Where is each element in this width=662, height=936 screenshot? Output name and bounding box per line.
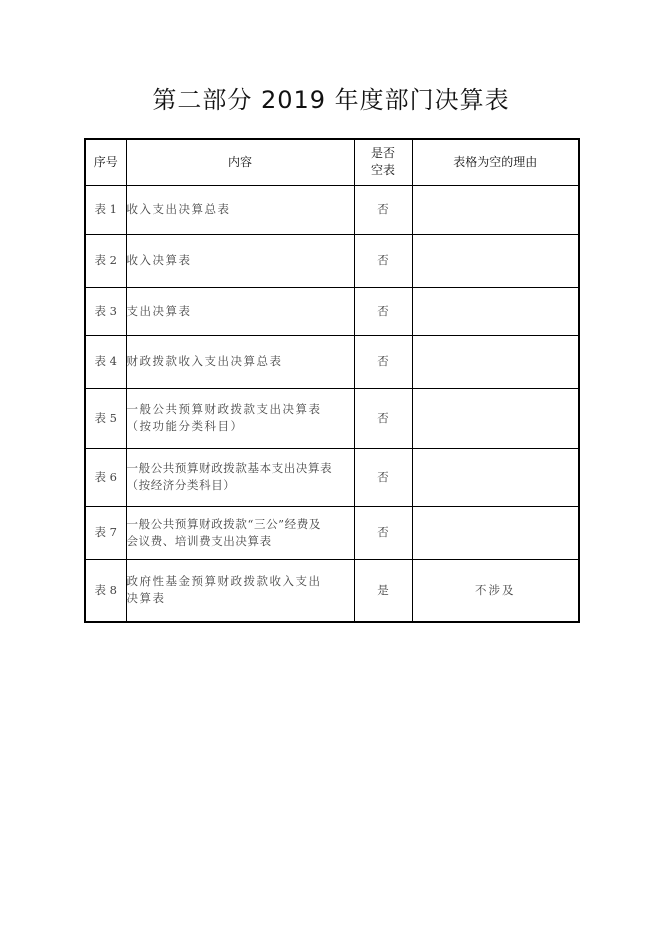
row-content-line2: 会议费、培训费支出决算表	[126, 533, 272, 548]
row-content-line2: （按经济分类科目）	[126, 478, 236, 492]
row-is-empty: 否	[354, 234, 412, 287]
row-reason	[412, 388, 579, 448]
row-content	[126, 335, 354, 388]
table-row	[85, 559, 579, 622]
row-reason	[412, 185, 579, 234]
header-is-empty	[354, 139, 412, 185]
row-is-empty: 否	[354, 335, 412, 388]
table-header-row	[85, 139, 579, 185]
header-is-empty-line1: 是否	[370, 146, 395, 161]
header-is-empty-line2: 空表	[370, 163, 395, 178]
table-row	[85, 185, 579, 234]
table-row	[85, 448, 579, 506]
budget-tables-index	[84, 138, 580, 623]
row-reason	[412, 448, 579, 506]
row-content	[126, 448, 354, 506]
row-reason	[412, 335, 579, 388]
row-is-empty: 否	[354, 287, 412, 335]
table-row	[85, 388, 579, 448]
row-content-line2: 决算表	[126, 591, 166, 606]
row-content-line1: 政府性基金预算财政拨款收入支出	[126, 574, 322, 589]
header-content: 内容	[126, 139, 354, 185]
row-index: 表 7	[85, 506, 126, 559]
row-content-line2: （按功能分类科目）	[126, 419, 244, 433]
row-content	[126, 234, 354, 287]
row-index: 表 4	[85, 335, 126, 388]
row-reason	[412, 234, 579, 287]
header-index: 序号	[85, 139, 126, 185]
table-row	[85, 234, 579, 287]
row-index: 表 3	[85, 287, 126, 335]
row-is-empty: 是	[354, 559, 412, 622]
row-content	[126, 388, 354, 448]
row-content	[126, 506, 354, 559]
row-is-empty: 否	[354, 388, 412, 448]
row-content-line1: 一般公共预算财政拨款支出决算表	[126, 402, 322, 416]
row-content-line1: 财政拨款收入支出决算总表	[126, 354, 283, 368]
page-title: 第二部分 2019 年度部门决算表	[152, 86, 510, 114]
row-is-empty: 否	[354, 185, 412, 234]
row-content-line1: 收入决算表	[126, 253, 192, 267]
row-reason	[412, 506, 579, 559]
row-content-line1: 收入支出决算总表	[126, 202, 231, 216]
row-content	[126, 287, 354, 335]
row-content-line1: 支出决算表	[126, 303, 192, 318]
row-is-empty: 否	[354, 506, 412, 559]
table-row	[85, 506, 579, 559]
row-is-empty: 否	[354, 448, 412, 506]
row-index: 表 5	[85, 388, 126, 448]
row-content-line1: 一般公共预算财政拨款“三公”经费及	[126, 516, 321, 531]
row-index: 表 1	[85, 185, 126, 234]
row-index: 表 6	[85, 448, 126, 506]
row-reason: 不涉及	[412, 559, 579, 622]
row-index: 表 2	[85, 234, 126, 287]
row-content	[126, 185, 354, 234]
row-reason	[412, 287, 579, 335]
table-row	[85, 287, 579, 335]
header-reason: 表格为空的理由	[412, 139, 579, 185]
row-index: 表 8	[85, 559, 126, 622]
row-content	[126, 559, 354, 622]
row-content-line1: 一般公共预算财政拨款基本支出决算表	[126, 461, 333, 475]
table-row	[85, 335, 579, 388]
